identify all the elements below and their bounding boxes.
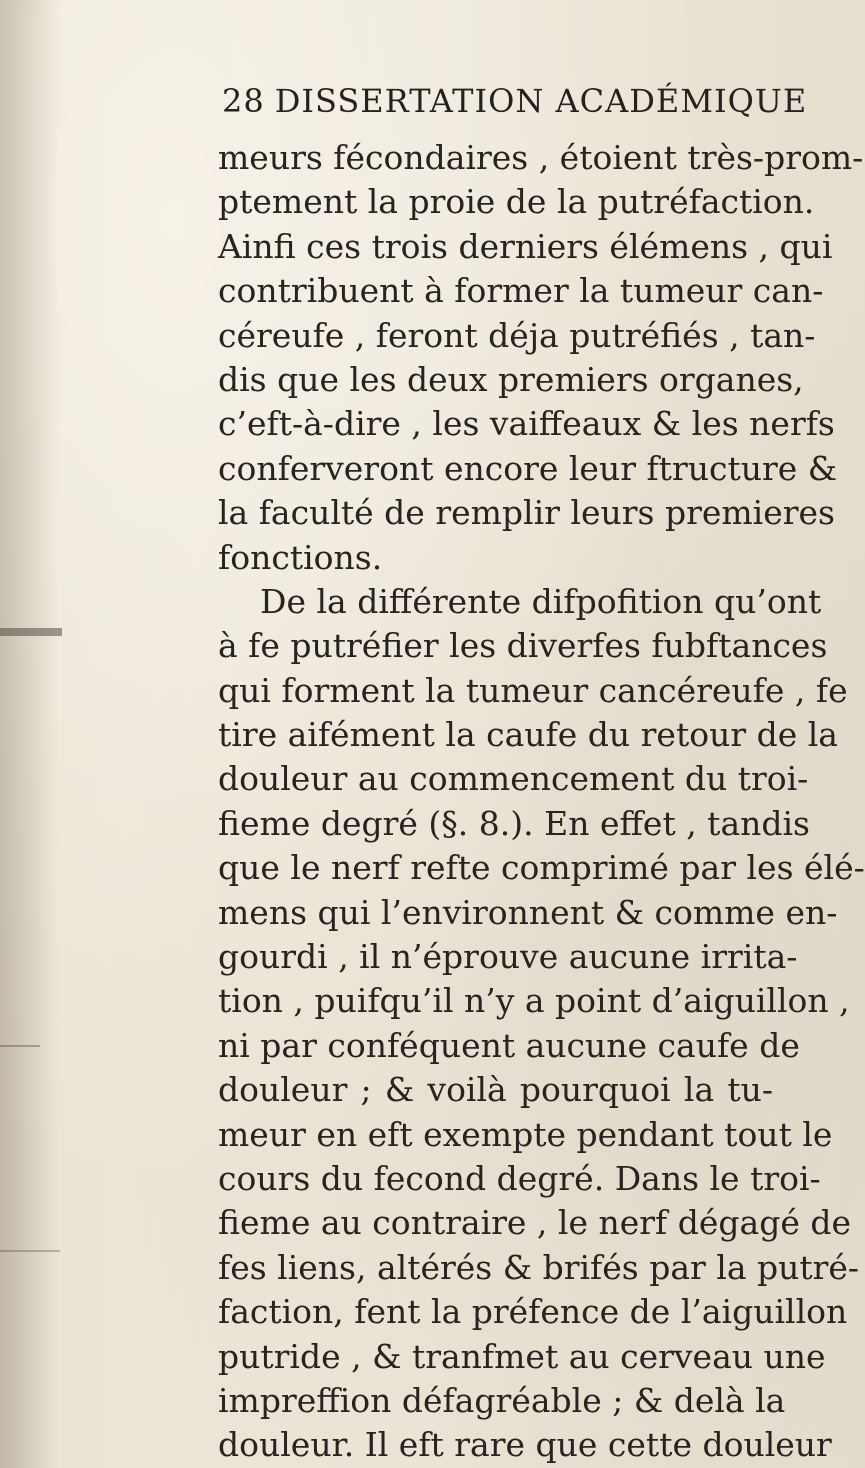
- bleed-through-mark: [0, 1045, 40, 1047]
- text-line: à fe putréfier les diverfes fubftances: [218, 626, 828, 666]
- bleed-through-mark: [0, 628, 62, 636]
- running-header: [222, 82, 808, 128]
- bleed-through-mark: [0, 1250, 60, 1252]
- text-line: putride , & tranfmet au cerveau une: [218, 1336, 826, 1376]
- text-line: la faculté de remplir leurs premieres: [218, 493, 835, 533]
- text-line: douleur au commencement du troi-: [218, 759, 809, 799]
- text-line: Ainfi ces trois derniers élémens , qui: [218, 226, 833, 266]
- text-line: meur en eft exempte pendant tout le: [218, 1114, 833, 1154]
- text-line: douleur ; & voilà pourquoi la tu-: [218, 1070, 773, 1110]
- text-line: conferveront encore leur ftructure &: [218, 448, 838, 488]
- text-line: ni par conféquent aucune caufe de: [218, 1025, 800, 1065]
- text-line: contribuent à former la tumeur can-: [218, 271, 824, 311]
- paragraph-start-line: De la différente difpofition qu’ont: [260, 581, 822, 621]
- text-line: meurs fécondaires , étoient très-prom-: [218, 138, 864, 177]
- page-edge-shadow: [0, 0, 60, 1468]
- text-line: fieme au contraire , le nerf dégagé de: [218, 1203, 851, 1243]
- text-line: qui forment la tumeur cancéreufe , fe: [218, 670, 848, 710]
- text-line: dis que les deux premiers organes,: [218, 359, 804, 399]
- paragraph-end-line: fonctions.: [218, 537, 383, 577]
- page-number: 28: [222, 82, 265, 120]
- text-line: mens qui l’environnent & comme en-: [218, 892, 838, 932]
- text-line: douleur. Il eft rare que cette douleur: [218, 1425, 832, 1465]
- text-line: impreffion défagréable ; & delà la: [218, 1380, 786, 1420]
- text-line: fieme degré (§. 8.). En effet , tandis: [218, 803, 810, 843]
- text-line: tion , puifqu’il n’y a point d’aiguillon ,: [218, 981, 850, 1021]
- text-line: fes liens, altérés & brifés par la putré-: [218, 1247, 860, 1287]
- running-title: DISSERTATION ACADÉMIQUE: [274, 82, 808, 120]
- text-line: tire aifément la caufe du retour de la: [218, 715, 838, 755]
- body-text: [218, 136, 865, 1468]
- text-line: ptement la proie de la putréfaction.: [218, 182, 815, 222]
- text-line: faction, fent la préfence de l’aiguillon: [218, 1292, 848, 1332]
- text-line: c’eft-à-dire , les vaiffeaux & les nerfs: [218, 404, 835, 444]
- text-line: céreufe , feront déja putréfiés , tan-: [218, 315, 816, 355]
- text-line: que le nerf refte comprimé par les élé-: [218, 848, 865, 888]
- text-line: cours du fecond degré. Dans le troi-: [218, 1158, 821, 1198]
- text-line: gourdi , il n’éprouve aucune irrita-: [218, 937, 798, 977]
